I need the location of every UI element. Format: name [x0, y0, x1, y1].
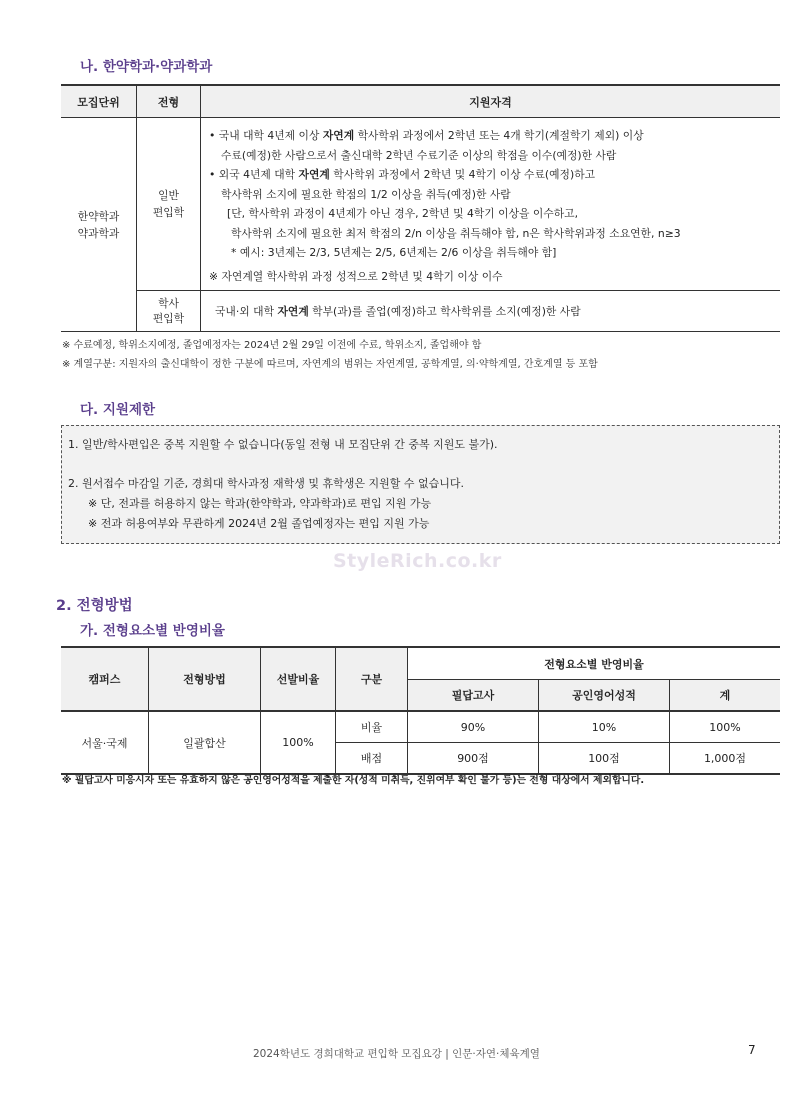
- qual-line-7: * 예시: 3년제는 2/3, 5년제는 2/5, 6년제는 2/6 이상을 취득해야 함]: [231, 246, 557, 259]
- row-score-total: 1,000점: [670, 743, 781, 775]
- type-bachelor-1: 학사: [158, 297, 179, 310]
- watermark: StyleRich.co.kr: [333, 550, 502, 572]
- restrict-2: 2. 원서접수 마감일 기준, 경희대 학사과정 재학생 및 휴학생은 지원할 수 없습니다.: [68, 477, 464, 490]
- type-general-cell: [137, 118, 201, 291]
- restrict-4: ※ 전과 허용여부와 무관하게 2024년 2월 졸업예정자는 편입 지원 가능: [88, 517, 430, 530]
- unit-label-2: 약과학과: [77, 226, 120, 240]
- restriction-box: [61, 425, 780, 544]
- header-qualification: 지원자격: [201, 85, 781, 118]
- qual-line-4: 학사학위 소지에 필요한 학점의 1/2 이상을 취득(예정)한 사람: [221, 187, 511, 201]
- section-title-na: 나. 한약학과·약과학과: [80, 59, 213, 75]
- row-ratio-total: 100%: [670, 711, 781, 743]
- general-qualification: [201, 118, 781, 291]
- header-written: 필답고사: [408, 680, 539, 712]
- header-total: 계: [670, 680, 781, 712]
- type-bachelor-2: 편입학: [152, 312, 185, 325]
- header-group: 전형요소별 반영비율: [408, 647, 781, 680]
- row-score-english: 100점: [539, 743, 670, 775]
- bachelor-qualification: 국내·외 대학 자연계 학부(과)를 졸업(예정)하고 학사학위를 소지(예정)한 사람: [201, 291, 781, 332]
- qual-line-1: • 국내 대학 4년제 이상 자연계 학사학위 과정에서 2학년 또는 4개 학기(계절학기 제외) 이상: [209, 129, 644, 142]
- unit-label-1: 한약학과: [77, 209, 120, 223]
- footnote: ※ 필답고사 미응시자 또는 유효하지 않은 공인영어성적을 제출한 자(성적 미취득, 진위여부 확인 불가 등)는 전형 대상에서 제외합니다.: [62, 775, 645, 786]
- restrict-3: ※ 단, 전과를 허용하지 않는 학과(한약학과, 약과학과)로 편입 지원 가능: [88, 497, 432, 510]
- campus-cell: 서울·국제: [61, 711, 149, 774]
- page-number: 7: [748, 1043, 756, 1057]
- row-score-div: 배점: [336, 743, 408, 775]
- row-score-written: 900점: [408, 743, 539, 775]
- qual-line-5: [단, 학사학위 과정이 4년제가 아닌 경우, 2학년 및 4학기 이상을 이수하고,: [227, 207, 579, 220]
- qual-line-6: 학사학위 소지에 필요한 최저 학점의 2/n 이상을 취득해야 함, n은 학사학위과정 소요연한, n≥3: [231, 226, 681, 240]
- header-campus: 캠퍼스: [61, 647, 149, 711]
- qual-line-2: 수료(예정)한 사람으로서 출신대학 2학년 수료기준 이상의 학점을 이수(예정)한 사람: [221, 148, 617, 162]
- section-title-2: 2. 전형방법: [56, 598, 133, 614]
- row-ratio-written: 90%: [408, 711, 539, 743]
- header-english: 공인영어성적: [539, 680, 670, 712]
- header-division: 구분: [336, 647, 408, 711]
- header-ratio: 선발비율: [261, 647, 336, 711]
- ratio-cell: 100%: [261, 711, 336, 774]
- unit-cell: [61, 118, 137, 332]
- type-general-1: 일반: [158, 189, 179, 202]
- row-ratio-english: 10%: [539, 711, 670, 743]
- type-bachelor-cell: [137, 291, 201, 332]
- note-1: ※ 수료예정, 학위소지예정, 졸업예정자는 2024년 2월 29일 이전에 수료, 학위소지, 졸업해야 함: [62, 340, 482, 351]
- qual-line-8: ※ 자연계열 학사학위 과정 성적으로 2학년 및 4학기 이상 이수: [209, 269, 503, 283]
- header-method: 전형방법: [149, 647, 261, 711]
- section-title-da: 다. 지원제한: [80, 402, 156, 418]
- row-ratio-div: 비율: [336, 711, 408, 743]
- type-general-2: 편입학: [152, 206, 185, 219]
- qualification-table: [61, 84, 780, 332]
- section-title-ga: 가. 전형요소별 반영비율: [80, 623, 225, 639]
- footer-text: 2024학년도 경희대학교 편입학 모집요강 | 인문·자연·체육계열: [253, 1048, 540, 1060]
- header-type: 전형: [137, 85, 201, 118]
- header-unit: 모집단위: [61, 85, 137, 118]
- ratio-table: [61, 646, 780, 775]
- qual-line-3: • 외국 4년제 대학 자연계 학사학위 과정에서 2학년 및 4학기 이상 수료(예정)하고: [209, 168, 596, 181]
- note-2: ※ 계열구분: 지원자의 출신대학이 정한 구분에 따르며, 자연계의 범위는 자연계열, 공학계열, 의·약학계열, 간호계열 등 포함: [62, 359, 598, 370]
- method-cell: 일괄합산: [149, 711, 261, 774]
- restrict-1: 1. 일반/학사편입은 중복 지원할 수 없습니다(동일 전형 내 모집단위 간 중복 지원도 불가).: [68, 438, 498, 451]
